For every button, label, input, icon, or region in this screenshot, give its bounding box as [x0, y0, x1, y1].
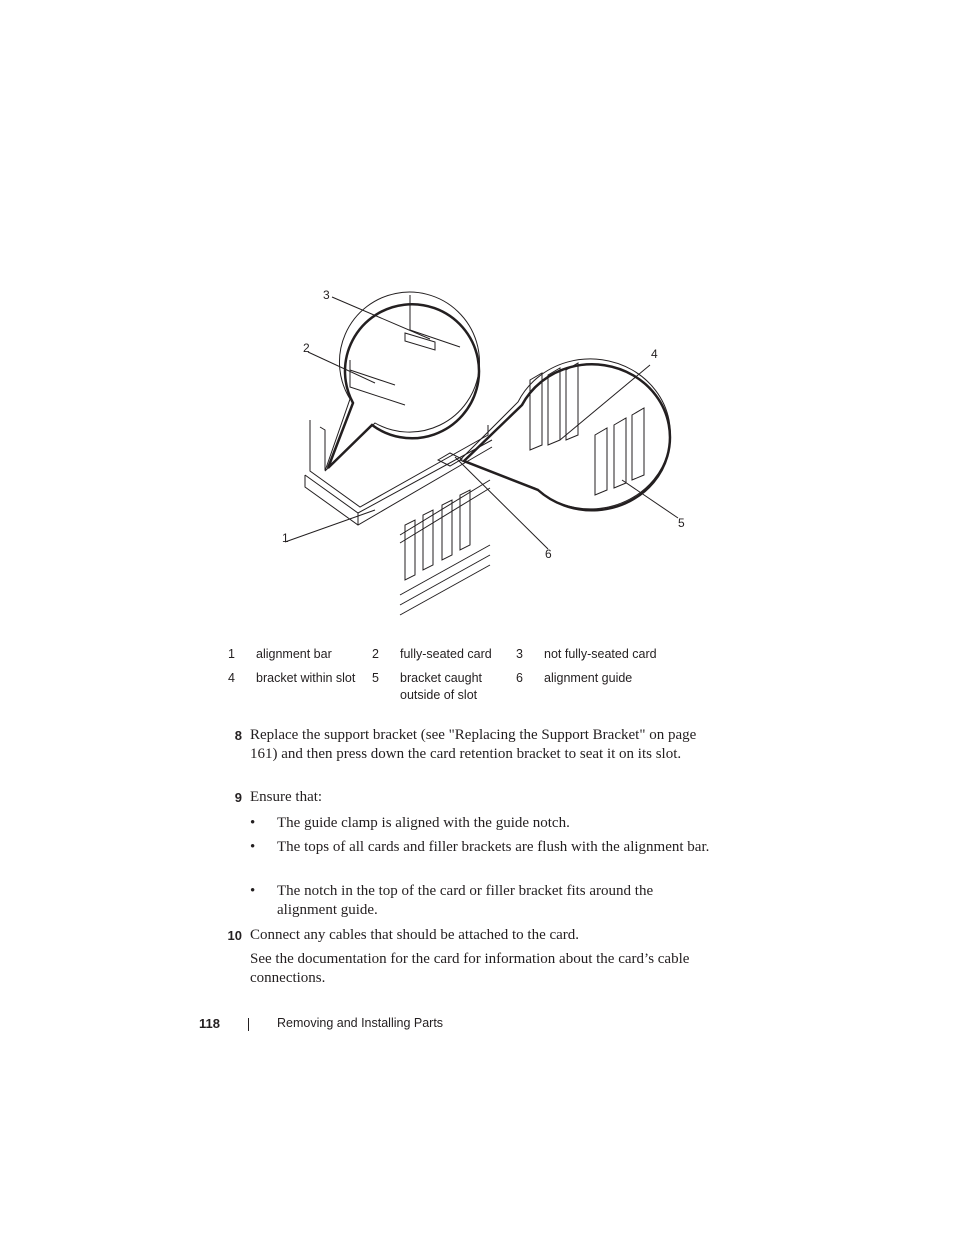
- step-text: Connect any cables that should be attached to the card.: [250, 927, 580, 943]
- callout-5: 5: [678, 516, 685, 530]
- section-title: Removing and Installing Parts: [277, 1016, 444, 1030]
- legend-row: [222, 670, 674, 704]
- callout-3: 3: [323, 288, 330, 302]
- legend-number: 6: [516, 671, 523, 685]
- bullet-dot: •: [250, 883, 256, 899]
- bullet-text: The tops of all cards and filler brackets are flush with the alignment bar.: [277, 839, 710, 855]
- legend-number: 2: [372, 647, 379, 661]
- callout-2: 2: [303, 341, 310, 355]
- legend-number: 1: [228, 647, 235, 661]
- bullet-dot: •: [250, 815, 256, 831]
- step-text: Ensure that:: [250, 789, 323, 805]
- step-number: 10: [227, 928, 242, 943]
- legend-number: 4: [228, 671, 235, 685]
- legend-text: alignment guide: [544, 671, 633, 685]
- note-text: See the documentation for the card for information about the card’s cable connections.: [250, 951, 690, 986]
- callout-1: 1: [282, 531, 289, 545]
- legend-row: [222, 646, 674, 663]
- footer-divider: [248, 1018, 249, 1031]
- card-installation-illustration: [250, 275, 710, 625]
- illustration-svg: [250, 275, 710, 625]
- callout-4: 4: [651, 347, 658, 361]
- legend-number: 3: [516, 647, 523, 661]
- legend-text: fully-seated card: [400, 647, 492, 661]
- page-number: 118: [199, 1016, 220, 1031]
- legend-text: not fully-seated card: [544, 647, 657, 661]
- step-text: Replace the support bracket (see "Replacing the Support Bracket" on page 161) and then press down the card retention bracket to seat it on its slot.: [250, 727, 697, 762]
- bullet-text: The guide clamp is aligned with the guide notch.: [277, 815, 570, 831]
- callout-6: 6: [545, 547, 552, 561]
- bullet-text: The notch in the top of the card or filler bracket fits around the alignment guide.: [277, 883, 654, 918]
- step-number: 9: [234, 790, 242, 805]
- bullet-dot: •: [250, 839, 256, 855]
- legend-text: bracket caught outside of slot: [400, 671, 482, 702]
- step-number: 8: [234, 728, 242, 743]
- legend-number: 5: [372, 671, 379, 685]
- legend-text: bracket within slot: [256, 671, 356, 685]
- callout-legend: [222, 646, 674, 704]
- legend-text: alignment bar: [256, 647, 332, 661]
